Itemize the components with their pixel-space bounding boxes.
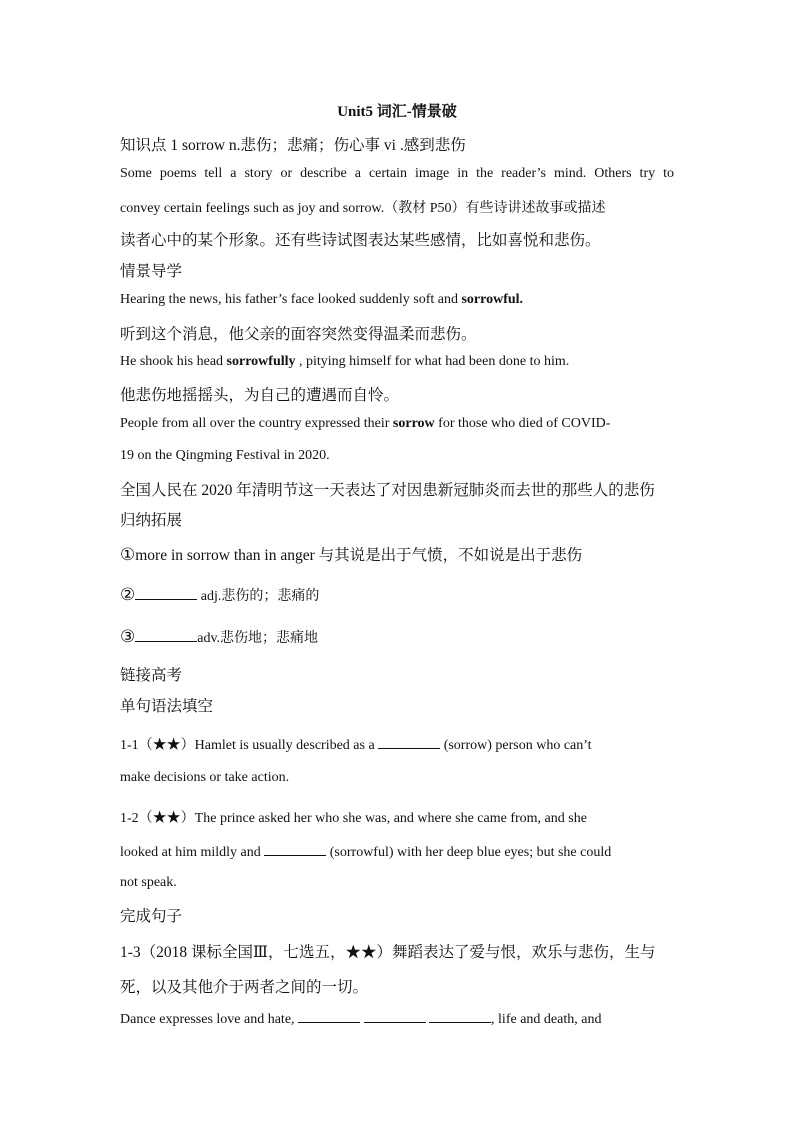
exercise-1-2 bbox=[120, 807, 674, 827]
answer-blank[interactable] bbox=[298, 1010, 360, 1023]
exercise-1-2-text-pre: looked at him mildly and bbox=[120, 845, 265, 860]
example-3-text-post: for those who died of COVID- bbox=[434, 416, 611, 431]
example-2-zh: 他悲伤地摇摇头，为自己的遭遇而自怜。 bbox=[120, 387, 400, 404]
summary-item-1 bbox=[120, 543, 674, 565]
exercise-1-2-text: The prince asked her who she was, and where she came from, and she bbox=[194, 811, 587, 826]
summary-item-3 bbox=[120, 627, 674, 647]
exercise-1-2-line-2 bbox=[120, 843, 674, 861]
example-3-en-line-2: 19 on the Qingming Festival in 2020. bbox=[120, 448, 330, 463]
example-2-text-post: , pitying himself for what had been done to him. bbox=[295, 354, 570, 369]
exercise-1-3-line-2: 死，以及其他介于两者之间的一切。 bbox=[120, 979, 369, 996]
section-heading-situation: 情景导学 bbox=[120, 263, 183, 280]
example-2-en bbox=[120, 354, 674, 370]
summary-item-2-number: ② bbox=[120, 585, 136, 604]
exercise-1-2-line-3: not speak. bbox=[120, 875, 177, 890]
answer-blank[interactable] bbox=[135, 587, 197, 600]
exercise-1-1-label: 1-1（★★） bbox=[120, 738, 195, 753]
exercise-1-1-text-post: (sorrow) person who can’t bbox=[440, 738, 592, 753]
answer-blank[interactable] bbox=[135, 629, 197, 642]
page-title: Unit5 词汇-情景破 bbox=[337, 104, 457, 120]
exercise-1-1-line-2: make decisions or take action. bbox=[120, 770, 290, 785]
exercise-1-1-text-pre: Hamlet is usually described as a bbox=[194, 738, 379, 753]
exercise-1-2-label: 1-2（★★） bbox=[120, 811, 195, 826]
answer-blank[interactable] bbox=[364, 1010, 426, 1023]
example-1-en bbox=[120, 292, 674, 308]
exercise-1-3-line-3 bbox=[120, 1010, 674, 1028]
exercise-1-3-text-pre: Dance expresses love and hate, bbox=[120, 1012, 299, 1027]
example-3-text-pre: People from all over the country expressed their bbox=[120, 416, 393, 431]
summary-item-2 bbox=[120, 585, 674, 605]
example-3-keyword: sorrow bbox=[392, 416, 435, 431]
exercise-1-1 bbox=[120, 734, 674, 754]
knowledge-point-heading: 知识点 1 sorrow n.悲伤；悲痛；伤心事 vi .感到悲伤 bbox=[120, 137, 466, 154]
intro-line-3: 读者心中的某个形象。还有些诗试图表达某些感情，比如喜悦和悲伤。 bbox=[120, 232, 601, 249]
example-2-text-pre: He shook his head bbox=[120, 354, 227, 369]
summary-item-3-number: ③ bbox=[120, 627, 136, 646]
example-3-zh: 全国人民在 2020 年清明节这一天表达了对因患新冠肺炎而去世的那些人的悲伤 bbox=[120, 482, 655, 499]
exercise-1-2-text-post: (sorrowful) with her deep blue eyes; but she could bbox=[326, 845, 612, 860]
intro-line-2: convey certain feelings such as joy and sorrow.（教材 P50）有些诗讲述故事或描述 bbox=[120, 201, 606, 216]
section-heading-gaokao: 链接高考 bbox=[120, 667, 183, 684]
example-1-keyword: sorrowful. bbox=[461, 292, 524, 307]
answer-blank[interactable] bbox=[264, 843, 326, 856]
section-heading-complete: 完成句子 bbox=[120, 908, 183, 925]
section-heading-grammar: 单句语法填空 bbox=[120, 698, 214, 715]
summary-item-3-text: adv.悲伤地；悲痛地 bbox=[197, 631, 319, 646]
answer-blank[interactable] bbox=[378, 736, 440, 749]
section-heading-summary: 归纳拓展 bbox=[120, 512, 183, 529]
answer-blank[interactable] bbox=[429, 1010, 491, 1023]
example-2-keyword: sorrowfully bbox=[226, 354, 296, 369]
example-3-en bbox=[120, 416, 674, 432]
example-1-zh: 听到这个消息，他父亲的面容突然变得温柔而悲伤。 bbox=[120, 326, 477, 343]
summary-item-1-text: more in sorrow than in anger 与其说是出于气愤，不如说是出于悲伤 bbox=[135, 547, 583, 564]
summary-item-2-text: adj.悲伤的；悲痛的 bbox=[197, 589, 320, 604]
summary-item-1-number: ① bbox=[120, 545, 136, 564]
example-1-text: Hearing the news, his father’s face looked suddenly soft and bbox=[120, 292, 462, 307]
exercise-1-3-text-post: , life and death, and bbox=[491, 1012, 602, 1027]
intro-line-1: Some poems tell a story or describe a certain image in the reader’s mind. Others try to bbox=[120, 166, 674, 181]
exercise-1-3-line-1: 1-3（2018 课标全国Ⅲ，七选五，★★）舞蹈表达了爱与恨，欢乐与悲伤，生与 bbox=[120, 944, 656, 961]
